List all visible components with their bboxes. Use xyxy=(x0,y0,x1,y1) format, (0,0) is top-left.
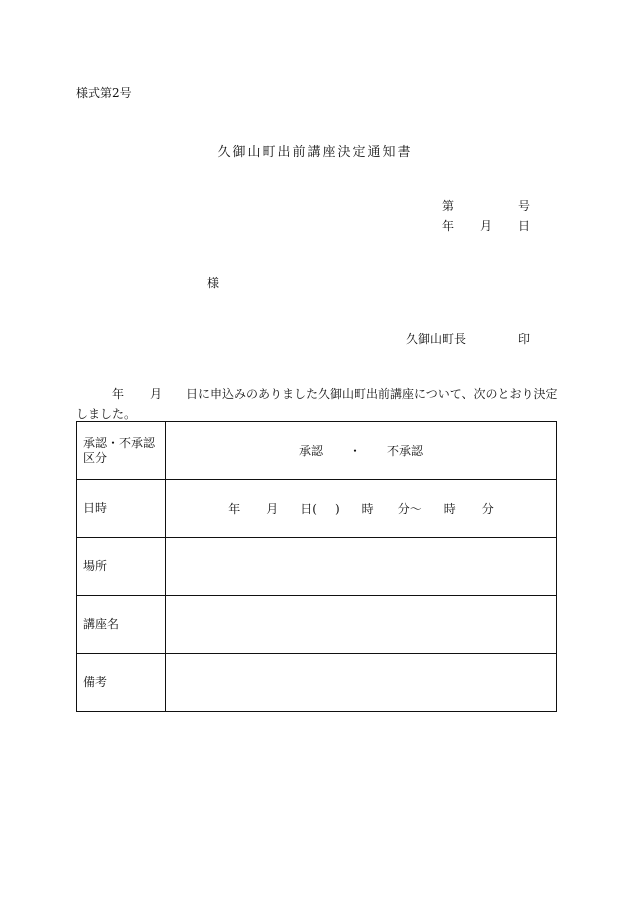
approval-label-line2: 区分 xyxy=(83,450,108,465)
place-value xyxy=(166,538,557,596)
reject-option: 不承認 xyxy=(387,444,424,458)
document-title: 久御山町出前講座決定通知書 xyxy=(217,145,413,160)
table-row-approval xyxy=(77,422,557,480)
datetime-paren-close: ) xyxy=(334,502,340,516)
approve-option: 承認 xyxy=(298,444,323,458)
table-row-place xyxy=(77,538,557,596)
intro-text-end: しました。 xyxy=(76,407,137,421)
date-year: 年 xyxy=(442,219,455,233)
approval-value xyxy=(166,422,557,480)
intro-paragraph xyxy=(76,384,556,424)
date-month: 月 xyxy=(479,219,492,233)
sender-line xyxy=(406,330,530,347)
table-row-datetime xyxy=(77,480,557,538)
number-suffix: 号 xyxy=(517,199,530,213)
form-number: 様式第2号 xyxy=(76,86,132,100)
course-value xyxy=(166,596,557,654)
sender-name: 久御山町長 xyxy=(406,332,467,346)
approval-label-line1: 承認・不承認 xyxy=(83,435,156,450)
document-date-line xyxy=(442,217,530,234)
table-row-remarks xyxy=(77,654,557,712)
intro-month: 月 xyxy=(150,387,163,401)
sender-seal: 印 xyxy=(518,332,531,346)
datetime-minute-start: 分〜 xyxy=(397,502,422,516)
datetime-value xyxy=(166,480,557,538)
table-row-course xyxy=(77,596,557,654)
remarks-label: 備考 xyxy=(77,654,166,712)
intro-text: 日に申込みのありました久御山町出前講座について、次のとおり決定 xyxy=(186,387,558,401)
datetime-label: 日時 xyxy=(77,480,166,538)
document-number-line xyxy=(442,197,530,214)
datetime-month: 月 xyxy=(266,502,279,516)
date-day: 日 xyxy=(517,219,530,233)
approval-label xyxy=(77,422,166,480)
datetime-hour-start: 時 xyxy=(361,502,374,516)
datetime-hour-end: 時 xyxy=(443,502,456,516)
datetime-minute-end: 分 xyxy=(481,502,494,516)
datetime-year: 年 xyxy=(228,502,241,516)
recipient-line: 様 xyxy=(207,276,220,290)
details-table xyxy=(76,421,557,712)
course-label: 講座名 xyxy=(77,596,166,654)
remarks-value xyxy=(166,654,557,712)
intro-year: 年 xyxy=(112,387,125,401)
number-prefix: 第 xyxy=(442,199,455,213)
datetime-day: 日( xyxy=(300,502,317,516)
place-label: 場所 xyxy=(77,538,166,596)
option-separator: ・ xyxy=(348,444,361,458)
